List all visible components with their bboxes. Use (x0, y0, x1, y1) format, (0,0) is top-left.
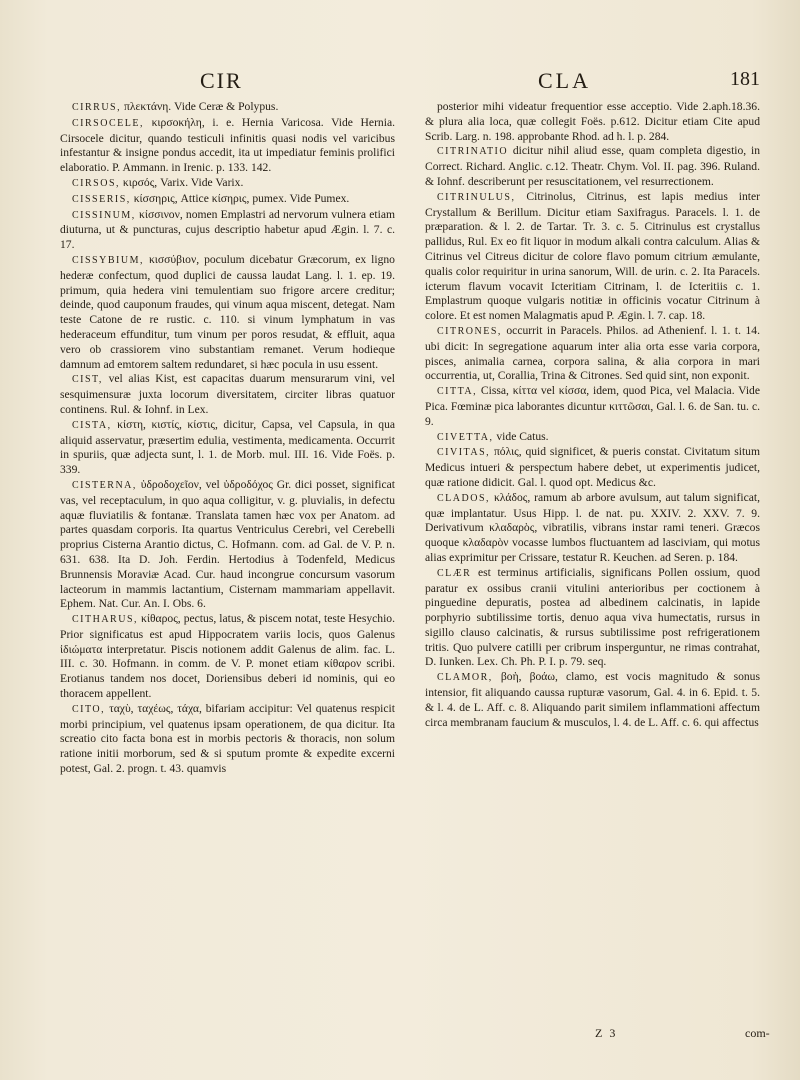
entry-headword: CISSINUM, (72, 209, 136, 221)
entry-text: κιρσοκήλη, i. e. Hernia Varicosa. Vide Hernia. Cirsocele dicitur, quando testiculi infinitis quasi nodis vel varicibus infestantur & insigne pondus accedit, ita ut impediatur feminis prolifici elaboratio. P. Ammann. in Irenic. p. 133. 142. (60, 115, 395, 175)
dictionary-entry (60, 116, 395, 176)
running-header (60, 68, 760, 98)
entry-headword: CIST, (72, 374, 103, 386)
dictionary-entry (425, 430, 760, 446)
dictionary-entry (60, 192, 395, 208)
entry-headword: CLAMOR, (437, 672, 493, 684)
entry-text: vide Catus. (496, 429, 549, 443)
entry-text: κλάδος, ramum ab arbore avulsum, aut talum significat, quæ implantatur. Usus Hipp. l. de nat. pu. XXIV. 2. XXV. 7. 9. Derivativum κλαδαρὸς, vibratilis, vibrans instar rami teneri. Græcos quoque κλαδαρὸν vocasse lumbos fluctuantem ad lasciviam, qui motus alias exprimitur per Crissare, testatur R. Keuchen. ad Seren. p. 184. (425, 490, 760, 564)
header-right-guideword: CLA (538, 68, 591, 93)
dictionary-entry (425, 100, 760, 144)
dictionary-entry (425, 670, 760, 730)
entry-headword: CITRINULUS, (437, 191, 516, 203)
entry-headword: CITO, (72, 703, 106, 715)
left-column (60, 100, 395, 777)
entry-text: occurrit in Paracels. Philos. ad Athenienf. l. 1. t. 14. ubi dicit: In segregatione aquarum inter alia orta esse varia corpora, pisces, animalia carnea, corpora salina, & alia corpora in mari occurrentia, ut, Corallia, Trina & Citrones. Sed quid sint, non exponit. (425, 323, 760, 383)
entry-headword: CISSERIS, (72, 193, 131, 205)
page-number: 181 (730, 68, 760, 90)
entry-headword: CIRRUS, (72, 102, 122, 113)
dictionary-entry (60, 612, 395, 702)
dictionary-entry (60, 702, 395, 777)
entry-headword: CLÆR (437, 567, 472, 579)
entry-headword: CITTA, (437, 386, 478, 398)
dictionary-entry (60, 253, 395, 372)
dictionary-entry (60, 100, 395, 116)
entry-text: κιρσός, Varix. Vide Varix. (122, 175, 244, 189)
entry-text: posterior mihi videatur frequentior esse acceptio. Vide 2.aph.18.36. & plura alia loca, quæ collegit Foës. p.612. Dicitur etiam Cite apud Scrib. Larg. n. 198. approbante Rhod. ad h. l. p. 284. (425, 100, 760, 143)
entry-headword: CISTERNA, (72, 479, 137, 491)
entry-headword: CLADOS, (437, 492, 491, 504)
dictionary-entry (60, 176, 395, 192)
entry-text: ταχὺ, ταχέως, τάχα, bifariam accipitur: Vel quatenus respicit morbi principium, vel quatenus ipsam operationem, de qua dicitur. Ita screatio cito facta bona est in morbis pectoris & thoracis, non solum ratione initii morborum, sed & si sputum promte & expedite excerni potest, Gal. 2. progn. t. 43. quamvis (60, 701, 395, 776)
dictionary-entry (60, 372, 395, 417)
entry-text: πόλις, quid significet, & pueris constat. Civitatum situm Medicus intueri & perspectum habere debet, ut experimentis judicet, quæ ratione didicit. Gal. l. quod opt. Medicus &c. (425, 445, 760, 489)
entry-text: Cissa, κίττα vel κίσσα, idem, quod Pica, vel Malacia. Vide Pica. Fœminæ pica laborantes dicuntur κιττῶσαι, Gal. l. 6. de San. tu. c. 9. (425, 384, 760, 428)
dictionary-entry (425, 491, 760, 566)
entry-headword: CITRONES, (437, 325, 502, 337)
dictionary-entry (60, 478, 395, 612)
entry-headword: CISTA, (72, 419, 112, 431)
dictionary-entry (425, 566, 760, 671)
entry-headword: CITHARUS, (72, 614, 139, 626)
dictionary-entry (60, 418, 395, 478)
signature-mark: Z 3 (595, 1026, 618, 1040)
entry-text: κίσσινον, nomen Emplastri ad nervorum vulnera etiam diuturna, ut & puncturas, cujus descriptio habetur apud Ægin. l. 7. c. 17. (60, 207, 395, 252)
entry-text: πλεκτάνη. Vide Ceræ & Polypus. (124, 100, 279, 113)
entry-headword: CIRSOS, (72, 177, 121, 189)
entry-text: Citrinolus, Citrinus, est lapis medius inter Crystallum & Berillum. Dicitur etiam Saxifragus. Paracels. l. 1. de præparation. & l. 2. de Tartar. Tr. 3. c. 5. Citrinulus est crystallus pallidus, Rul. Ex eo fit liquor in modum alkali contra calculum. Alias & Citrinus vel Citreus dicitur de colore flavo pomum citrium æmulante, qualis color requiritur in urina sanorum, Will. de urin. c. 2. Ita Paracels. icterum flavum vocavit Icteritiam Citrinam, l. de Icteritiis c. 1. Emplastrum quoque vulgaris notitiæ in officinis vocatur Citrinum à colore. Et est nomen Malagmatis apud P. Ægin. l. 7. cap. 18. (425, 189, 760, 323)
entry-text: κίσσηρις, Attice κίσηρις, pumex. Vide Pumex. (133, 191, 350, 205)
entry-headword: CIVETTA, (437, 431, 494, 443)
entry-text: κισσύβιον, poculum dicebatur Græcorum, ex ligno hederæ confectum, quod duplici de caussa laudat Lang. l. 1. ep. 19. primum, quia hedera vini temulentiam suo frigore arcere creditur; deinde, quod cauponum fraudes, qui vinum aqua miscent, detegat. Nam teste Catone de re rustic. c. 110. si vinum lymphatum in vas hederaceum effunditur, tum vinum per poros resudat, & effluit, aqua vero ob crassiorem vino substantiam remanet. Verum hodieque damnum ad emtorem saltem redundaret, si hæc pocula in usu essent. (60, 252, 395, 371)
dictionary-entry (60, 208, 395, 253)
entry-text: ὑδροδοχεῖον, vel ὑδροδόχος Gr. dici posset, significat vas, vel receptaculum, in quo aqua colligitur, v. g. pluvialis, in defectu aquæ fluviatilis & fontanæ. Translata tamen hæc vox per Anatom. ad partes quasdam corporis. Ita quartus Ventriculus Cerebri, vel Cerebelli proprius Cisterna Arantio dictus, C. Hofmann. com. ad Gal. de V. P. n. 631. 638. Ita D. Joh. Ferdin. Hertodius à Todenfeld, Medicus Brunnensis Moraviæ Acad. Cur. haud incongrue concursum vasorum lacteorum in mammis lactantium, Cisternam mammariam appellavit. Ephem. Nat. Cur. An. I. Obs. 6. (60, 477, 395, 611)
entry-headword: CIRSOCELE, (72, 117, 144, 129)
entry-text: κίθαρος, pectus, latus, & piscem notat, teste Hesychio. Prior significatus est apud Hippocratem variis locis, quos Galenus ἰδιώματα interpretatur. Piscis notionem addit Galenus de alim. fac. L. III. c. 30. Hofmann. in comm. de V. P. monet etiam κίθαρον scribi. Erotianus tandem nos docet, Doriensibus deberi id nominis, qui eo thoracem appellent. (60, 612, 395, 701)
entry-text: dicitur nihil aliud esse, quam completa digestio, in Correct. Richard. Anglic. c.12. Theatr. Chym. Vol. II. pag. 396. Ruland. & Iohnf. describerunt per resuscitationem, vel resurrectionem. (425, 144, 760, 188)
entry-headword: CITRINATIO (437, 146, 509, 158)
header-left-guideword: CIR (200, 68, 243, 93)
entry-text: βοὴ, βοάω, clamo, est vocis magnitudo & sonus intensior, fit aliquando caussa rupturæ vasorum, Gal. 4. in 6. Epid. t. 5. & l. 4. de L. Aff. c. 8. Aliquando parit similem inflammationi affectum circa membranam faucium & musculos, l. 4. de L. Aff. c. 6. qui affectus (425, 670, 760, 729)
dictionary-entry (425, 384, 760, 429)
catchword: com- (745, 1026, 770, 1040)
right-column (425, 100, 760, 730)
entry-text: est terminus artificialis, significans Pollen ossium, quod paratur ex ossibus cranii vitulini anterioribus per coctionem à pinguedine depuratis, postea ad albedinem calcinatis, in lapide porphyrio subtilissime tortis, denuo aqua viva humectatis, rursus in sigillo clauso calcinatis, & rursus subtilissime post refrigerationem tritis. Quo pulvere catilli per cribrum insperguntur, ne rimas contrahat, D. Iunken. Lex. Ch. Ph. P. I. p. 79. seq. (425, 565, 761, 669)
entry-headword: CISSYBIUM, (72, 254, 144, 266)
dictionary-entry (425, 324, 760, 384)
dictionary-entry (425, 144, 760, 189)
dictionary-entry (425, 190, 760, 324)
dictionary-entry (425, 445, 760, 490)
entry-headword: CIVITAS, (437, 447, 491, 459)
entry-text: κίστη, κιστίς, κίστις, dicitur, Capsa, vel Capsula, in qua aliquid asservatur, præsertim edulia, vestimenta, medicamenta. Occurrit in spuriis, quæ adjecta sunt, l. 1. de Morb. mul. III. 16. Vide Foës. p. 339. (60, 417, 396, 477)
entry-text: vel alias Kist, est capacitas duarum mensurarum vini, vel sesquimensuræ juxta locorum diversitatem, circiter libras quatuor continens. Rul. & Iohnf. in Lex. (60, 372, 395, 416)
